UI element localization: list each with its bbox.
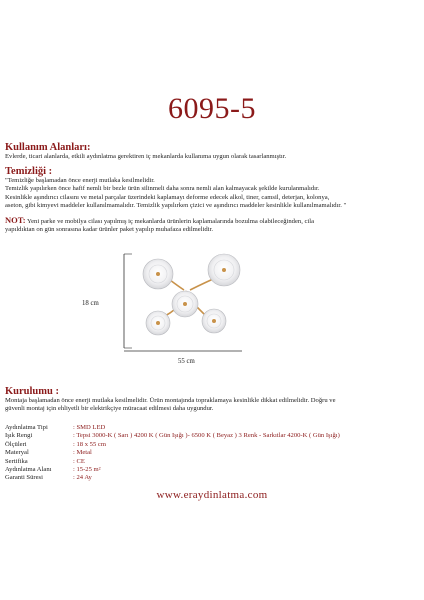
cleaning-line: Temizlik yapılırken önce hafif nemli bir bezle ürün silinmeli daha sonra nemli alan kalmayacak şekilde kurulanmalıdır. (5, 185, 320, 193)
shade-bottom-right (202, 309, 226, 333)
installation-heading: Kurulumu : (5, 386, 59, 397)
shade-top-right (208, 254, 240, 286)
usage-heading: Kullanım Alanları: (5, 142, 91, 153)
spec-row (5, 449, 340, 457)
spec-table (5, 424, 340, 483)
spec-label: Sertifika (5, 457, 28, 465)
spec-row (5, 458, 340, 466)
shade-bottom-left (146, 311, 170, 335)
spec-row (5, 424, 340, 432)
spec-value: : 18 x 55 cm (73, 440, 106, 448)
model-code: 6095-5 (168, 92, 256, 125)
usage-text: Evlerde, ticari alanlarda, etkili aydınlatma gerektiren iç mekanlarda kullanıma uygun olarak tasarlanmıştır. (5, 153, 287, 160)
shade-center (172, 291, 198, 317)
spec-label: Materyal (5, 449, 29, 457)
spec-row (5, 466, 340, 474)
cleaning-text (5, 177, 421, 210)
spec-value: : CE (73, 457, 85, 465)
spec-value: : 15-25 m² (73, 466, 101, 474)
spec-label: Aydınlatma Tipi (5, 424, 48, 431)
cleaning-line: "Temizliğe başlamadan önce enerji mutlaka kesilmelidir. (5, 177, 155, 184)
spec-value: : Metal (73, 449, 92, 457)
note-label: NOT: (5, 215, 26, 225)
width-label: 55 cm (178, 358, 195, 365)
product-diagram (118, 248, 248, 358)
note-text-1: Yeni parke ve mobilya cilası yapılmış iç mekanlarda ürünlerin kaplamalarında bozulma olabileceğinden, cila (25, 218, 315, 225)
installation-text (5, 397, 421, 414)
spec-label: Garanti Süresi (5, 474, 43, 482)
spec-value: : SMD LED (73, 424, 106, 431)
cleaning-line: aseton, gibi kimyevi maddeler kullanılmamalıdır. Temizlik yapılırken çizici ve aşındırıcı maddeler kesinlikle kullanılmamalıdır. " (5, 201, 347, 209)
cleaning-line: Kesinlikle aşındırıcı cilasını ve metal parçalar üzerindeki kaplamayı deforme edecek alkol, tiner, camsil, deterjan, kolonya, (5, 193, 330, 201)
spec-row (5, 432, 340, 440)
installation-line: güvenli montaj için ehliyetli bir elektrikçiye müracaat edilmesi daha uygundur. (5, 405, 214, 413)
height-label: 18 cm (82, 300, 99, 307)
installation-line: Montaja başlamadan önce enerji mutlaka kesilmelidir. Ürün montajında topraklamaya kesinlikle dikkat edilmelidir. Doğru ve (5, 397, 336, 404)
spec-row (5, 474, 340, 482)
note-text-2: yapıldıktan on gün sonrasına kadar ürünler paket yapılıp muhafaza edilmelidir. (5, 226, 214, 234)
spec-label: Işık Rengi (5, 432, 33, 440)
spec-value: : Tepsi 3000-K ( Sarı ) 4200 K ( Gün Işığı )- 6500 K ( Beyaz ) 3 Renk - Sarkıtlar 4200-K ( Gün Işığı) (73, 432, 340, 440)
website-link[interactable]: www.eraydinlatma.com (156, 489, 268, 501)
spec-value: : 24 Ay (73, 474, 92, 482)
spec-row (5, 441, 340, 449)
shade-top-left (143, 259, 173, 289)
spec-label: Aydınlatma Alanı (5, 466, 52, 474)
note-block (5, 216, 421, 235)
spec-label: Ölçüleri (5, 440, 27, 448)
cleaning-heading: Temizliği : (5, 166, 53, 177)
